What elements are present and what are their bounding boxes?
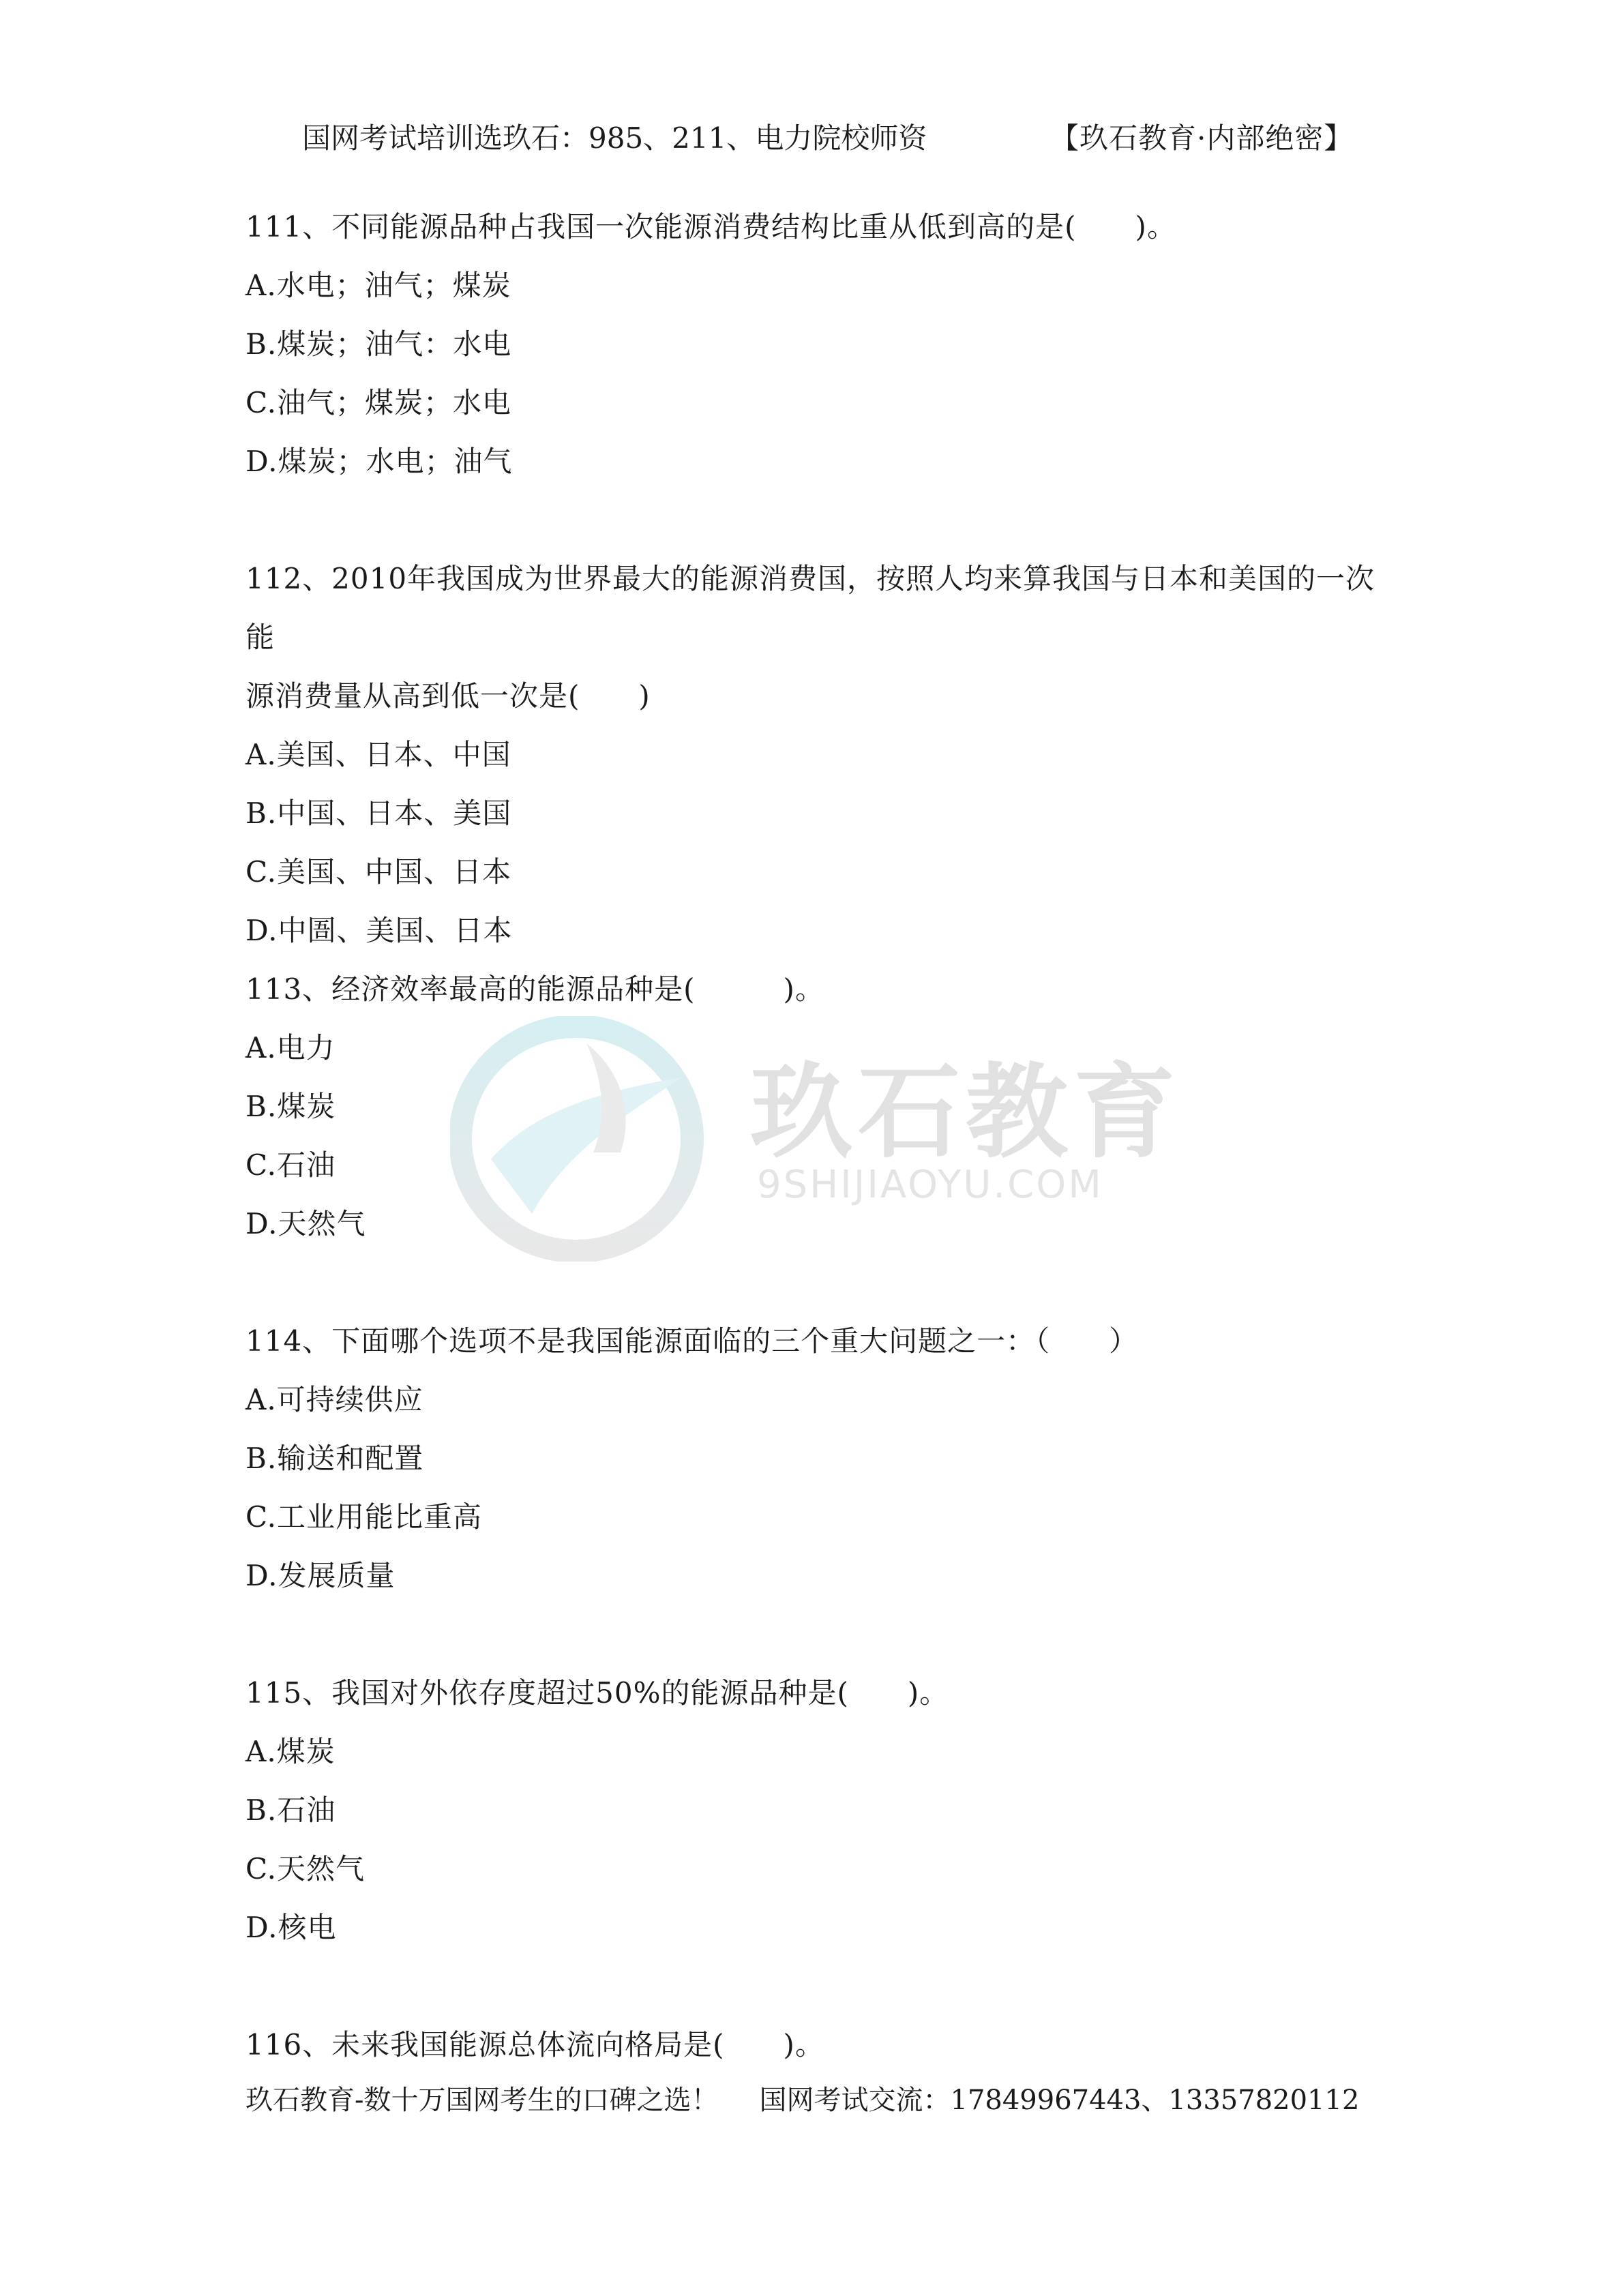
option-c: C.天然气 <box>245 1852 365 1885</box>
option-d: D.核电 <box>245 1911 337 1944</box>
question-stem: 113、经济效率最高的能源品种是( )。 <box>245 972 824 1006</box>
option-a: A.可持续供应 <box>245 1383 423 1416</box>
question-111 <box>245 198 1391 491</box>
option-c: C.石油 <box>245 1148 336 1182</box>
watermark-url: 9SHIJIAOYU.COM <box>757 1163 1103 1207</box>
footer <box>245 2078 1359 2117</box>
header-right-text: 【玖石教育·内部绝密】 <box>1050 121 1354 155</box>
question-113 <box>245 960 1391 1253</box>
question-stem: 111、不同能源品种占我国一次能源消费结构比重从低到高的是( )。 <box>245 210 1176 243</box>
option-a: A.电力 <box>245 1031 336 1064</box>
question-112 <box>245 550 1391 960</box>
option-a: A.水电；油气；煤炭 <box>245 269 511 302</box>
question-115 <box>245 1664 1391 1957</box>
question-stem: 115、我国对外依存度超过50%的能源品种是( )。 <box>245 1676 949 1710</box>
question-116 <box>245 2016 1391 2074</box>
option-d: D.煤炭；水电；油气 <box>245 445 513 478</box>
option-c: C.油气；煤炭；水电 <box>245 386 511 419</box>
question-stem-line-2: 源消费量从高到低一次是( ) <box>245 679 651 713</box>
question-stem-line-1: 112、2010年我国成为世界最大的能源消费国，按照人均来算我国与日本和美国的一次能 <box>245 562 1375 654</box>
option-c: C.美国、中国、日本 <box>245 855 511 889</box>
option-b: B.石油 <box>245 1793 336 1827</box>
question-114 <box>245 1312 1391 1605</box>
watermark-brand-name: 玖石教育 <box>750 1054 1182 1172</box>
question-stem: 116、未来我国能源总体流向格局是( )。 <box>245 2028 824 2061</box>
option-d: D.天然气 <box>245 1207 366 1240</box>
footer-slogan: 玖石教育-数十万国网考生的口碑之选！ <box>245 2085 719 2116</box>
option-d: D.中圄、美国、日本 <box>245 914 513 947</box>
footer-contact: 国网考试交流：17849967443、13357820112 <box>759 2085 1360 2116</box>
option-b: B.煤炭 <box>245 1090 336 1123</box>
option-b: B.煤炭；油气：水电 <box>245 327 512 361</box>
option-d: D.发展质量 <box>245 1559 396 1592</box>
option-b: B.输送和配置 <box>245 1442 424 1475</box>
option-b: B.中国、日本、美国 <box>245 796 512 830</box>
question-stem: 114、下面哪个选项不是我国能源面临的三个重大问题之一：（ ） <box>245 1324 1139 1358</box>
option-a: A.美国、日本、中国 <box>245 738 511 771</box>
header-left-text: 国网考试培训选玖石：985、211、电力院校师资 <box>302 121 927 155</box>
option-c: C.工业用能比重高 <box>245 1500 482 1534</box>
option-a: A.煤炭 <box>245 1735 336 1768</box>
